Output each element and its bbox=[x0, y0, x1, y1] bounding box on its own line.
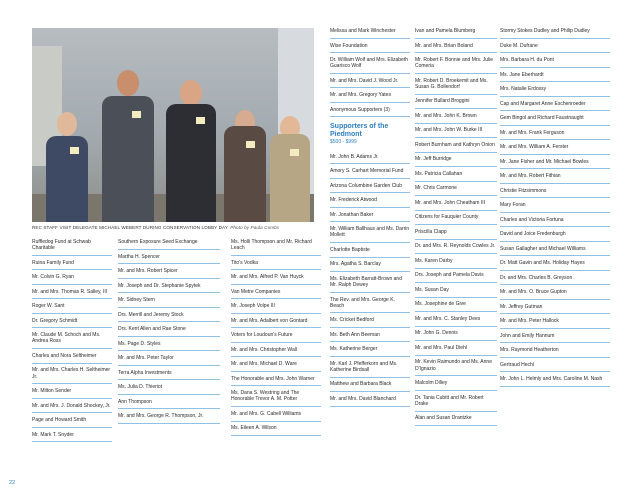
photo-credit: Photo by Paula Combs bbox=[230, 225, 280, 230]
donor-entry: David and Joice Fredenburgh bbox=[500, 231, 610, 242]
donor-entry: Mr. Jeff Burridge bbox=[415, 156, 497, 167]
donor-entry: Wise Foundation bbox=[330, 43, 410, 54]
donor-entry: Gem Bingol and Richard Faustnaught bbox=[500, 115, 610, 126]
donor-entry: Mr. Kevin Raimundo and Ms. Anne D'Ignazio bbox=[415, 359, 497, 376]
donor-entry: Ms. Beth Ann Beeman bbox=[330, 332, 410, 343]
donor-entry: Mr. and Mrs. Brian Boland bbox=[415, 43, 497, 54]
donor-entry: Drs. Merrill and Jeremy Stock bbox=[118, 312, 220, 323]
donor-entry: Terra Alpha Investments bbox=[118, 370, 220, 381]
donor-entry: Ms. Cricket Bedford bbox=[330, 317, 410, 328]
donor-entry: Ms. Susan Day bbox=[415, 287, 497, 298]
donor-entry: Mr. John B. Adams Jr. bbox=[330, 154, 410, 165]
donor-entry: Melissa and Mark Winchester bbox=[330, 28, 410, 39]
donor-entry: Mr. Jeffrey Gutman bbox=[500, 304, 610, 315]
person-2 bbox=[102, 50, 154, 222]
donor-list-4-top bbox=[330, 28, 410, 117]
person-1 bbox=[46, 72, 88, 222]
donor-entry: Charles and Nora Seltheimer bbox=[32, 353, 112, 364]
donor-entry: Dr. Matt Gavin and Ms. Holiday Hayes bbox=[500, 260, 610, 271]
donor-entry: Stormy Stokes Dudley and Philip Dudley bbox=[500, 28, 610, 39]
section-range: $500 - $999 bbox=[330, 139, 357, 146]
donor-entry: Mr. Colvin G. Ryan bbox=[32, 274, 112, 285]
caption-text: REC STAFF VISIT DELEGATE MICHAEL WEBERT DURING CONSERVATION LOBBY DAY. bbox=[32, 225, 229, 230]
donor-entry: Mr. and Mrs. Gregory Yates bbox=[330, 92, 410, 103]
donor-entry: Mr. Jonathan Baker bbox=[330, 212, 410, 223]
donor-entry: Citizens for Fauquier County bbox=[415, 214, 497, 225]
donor-entry: John and Emily Hannum bbox=[500, 333, 610, 344]
donor-entry: Mr. and Mrs. Charles H. Seltheimer Jr. bbox=[32, 367, 112, 384]
page-number: 22 bbox=[9, 480, 16, 486]
donor-entry: Mr. Chris Carmone bbox=[415, 185, 497, 196]
donor-entry: Duke M. Dufrane bbox=[500, 43, 610, 54]
donor-entry: Priscilla Clapp bbox=[415, 229, 497, 240]
donor-entry: Mr. Robert F. Bonnie and Mrs. Julie Comeria bbox=[415, 57, 497, 74]
donor-entry: Mr. John G. Dennis bbox=[415, 330, 497, 341]
donor-entry: Dr. William Wolf and Mrs. Elizabeth Guarisco Wolf bbox=[330, 57, 410, 74]
group-photo bbox=[32, 28, 314, 222]
donor-entry: Mr. and Mrs. William A. Ferster bbox=[500, 144, 610, 155]
donor-entry: Mr. and Mrs. G. Cabell Williams bbox=[231, 411, 321, 422]
donor-entry: Mr. and Mrs. J. Donald Shockey, Jr. bbox=[32, 403, 112, 414]
donor-entry: The Rev. and Mrs. George K. Beach bbox=[330, 297, 410, 314]
donor-entry: Ms. Eileen A. Wilson bbox=[231, 425, 321, 436]
donor-entry: Mr. Sidney Stern bbox=[118, 297, 220, 308]
donor-entry: Mr. Milton Sender bbox=[32, 388, 112, 399]
donor-entry: Tito's Vodka bbox=[231, 260, 321, 271]
donor-entry: Ms. Page D. Styles bbox=[118, 341, 220, 352]
donor-entry: Cap and Margaret Anne Eschenroeder bbox=[500, 101, 610, 112]
donor-entry: Mr. John L. Helmly and Mrs. Caroline M. Nash bbox=[500, 376, 610, 387]
donor-entry: Ms. Holli Thompson and Mr. Richard Leach bbox=[231, 239, 321, 256]
donor-column-1 bbox=[32, 239, 112, 446]
donor-list-4-bottom bbox=[330, 154, 410, 407]
donor-column-6 bbox=[500, 28, 610, 391]
donor-entry: Mr. and Mrs. Michael D. Ware bbox=[231, 361, 321, 372]
donor-entry: Mr. and Mrs. Robert Fithian bbox=[500, 173, 610, 184]
donor-entry: Charlotte Baptiste bbox=[330, 247, 410, 258]
donor-entry: Mr. and Mrs. John W. Burke III bbox=[415, 127, 497, 138]
donor-entry: The Honorable and Mrs. John Warner bbox=[231, 376, 321, 387]
donor-column-3 bbox=[231, 239, 321, 440]
donor-entry: Mr. and Mrs. Thomas R. Salley, III bbox=[32, 289, 112, 300]
donor-entry: Susan Gallagher and Michael Williams bbox=[500, 246, 610, 257]
donor-entry: Mr. and Mrs. Adalbert von Gontard bbox=[231, 318, 321, 329]
donor-entry: Mrs. Barbara H. du Pont bbox=[500, 57, 610, 68]
donor-entry: Amory S. Carhart Memorial Fund bbox=[330, 168, 410, 179]
donor-entry: Mr. and Mrs. C. Stanley Dees bbox=[415, 316, 497, 327]
donor-entry: Van Metre Companies bbox=[231, 289, 321, 300]
donor-entry: Dr. and Mrs. R. Reynolds Cowles Jr. bbox=[415, 243, 497, 254]
donor-entry: Alan and Susan Drantzke bbox=[415, 415, 497, 426]
donor-entry: Drs. Joseph and Pamela Davis bbox=[415, 272, 497, 283]
donor-entry: Ruina Family Fund bbox=[32, 260, 112, 271]
donor-entry: Mr. Frederick Atwood bbox=[330, 197, 410, 208]
donor-entry: Anonymous Supporters (3) bbox=[330, 107, 410, 118]
donor-entry: Matthew and Barbara Black bbox=[330, 381, 410, 392]
donor-entry: Roger W. Sant bbox=[32, 303, 112, 314]
donor-entry: Dr. Tania Cubitt and Mr. Robert Drake bbox=[415, 395, 497, 412]
donor-entry: Mr. and Mrs. David Blanchard bbox=[330, 396, 410, 407]
donor-entry: Mr. Jane Fisher and Mr. Michael Bowles bbox=[500, 159, 610, 170]
donor-entry: Ms. Elizabeth Barratt-Brown and Mr. Ralph Dewey bbox=[330, 276, 410, 293]
donor-entry: Mrs. Agatha S. Barclay bbox=[330, 261, 410, 272]
donor-entry: Mr. and Mrs. George R. Thompson, Jr. bbox=[118, 413, 220, 424]
donor-column-4 bbox=[330, 28, 410, 410]
donor-entry: Arizona Columbine Garden Club bbox=[330, 183, 410, 194]
donor-entry: Mr. Mark T. Snyder bbox=[32, 432, 112, 443]
donor-entry: Ann Thompson bbox=[118, 399, 220, 410]
donor-entry: Mr. and Mrs. Christopher Wall bbox=[231, 347, 321, 358]
donor-entry: Ms. Josephine de Give bbox=[415, 301, 497, 312]
donor-entry: Mrs. Raymond Heatherton bbox=[500, 347, 610, 358]
section-heading: Supporters of the Piedmont bbox=[330, 123, 389, 139]
donor-entry: Mr. Joseph and Dr. Stephanie Spytek bbox=[118, 283, 220, 294]
donor-entry: Mr. and Mrs. O. Bruce Gupton bbox=[500, 289, 610, 300]
donor-entry: Mr. Claude M. Schoch and Ms. Andrea Ross bbox=[32, 332, 112, 349]
donor-entry: Drs. Kent Allen and Rae Stone bbox=[118, 326, 220, 337]
donor-entry: Page and Howard Smith bbox=[32, 417, 112, 428]
donor-entry: Robert Burnham and Kathryn Onion bbox=[415, 142, 497, 153]
donor-entry: Ms. Katherine Berger bbox=[330, 346, 410, 357]
donor-entry: Mr. and Mrs. Robert Spicer bbox=[118, 268, 220, 279]
donor-entry: Ms. Jane Eberhardt bbox=[500, 72, 610, 83]
donor-entry: Mr. and Mrs. John Cheatham III bbox=[415, 200, 497, 211]
donor-entry: Mr. and Mrs. Alfred P. Van Huyck bbox=[231, 274, 321, 285]
person-4 bbox=[224, 72, 266, 222]
donor-entry: Mary Foran bbox=[500, 202, 610, 213]
donor-entry: Dr. Gregory Schmidt bbox=[32, 318, 112, 329]
person-5 bbox=[270, 82, 310, 222]
donor-entry: Charles and Victoria Fortuna bbox=[500, 217, 610, 228]
donor-entry: Christie Fitzsimmons bbox=[500, 188, 610, 199]
donor-entry: Southern Exposure Seed Exchange bbox=[118, 239, 220, 250]
donor-entry: Ruffledog Fund at Schwab Charitable bbox=[32, 239, 112, 256]
donor-entry: Mr. and Mrs. David J. Wood Jr. bbox=[330, 78, 410, 89]
donor-entry: Ms. Julia D. Thieriot bbox=[118, 384, 220, 395]
donor-entry: Malcolm Dilley bbox=[415, 380, 497, 391]
donor-entry: Mr. and Mrs. Peter Hallock bbox=[500, 318, 610, 329]
donor-entry: Martha H. Spencer bbox=[118, 254, 220, 265]
donor-entry: Mr. and Mrs. Frank Ferguson bbox=[500, 130, 610, 141]
donor-entry: Gertraud Hechl bbox=[500, 362, 610, 373]
donor-entry: Mr. William Ballhaus and Ms. Darrin Mollett bbox=[330, 226, 410, 243]
photo-caption bbox=[32, 225, 279, 230]
person-3 bbox=[166, 56, 216, 222]
donor-entry: Mr. and Mrs. Paul Diehl bbox=[415, 345, 497, 356]
donor-entry: Mr. Robert D. Broekemit and Ms. Susan G. Bollendorf bbox=[415, 78, 497, 95]
donor-column-5 bbox=[415, 28, 497, 430]
donor-entry: Mr. and Mrs. John K. Brown bbox=[415, 113, 497, 124]
donor-entry: Mrs. Natalie Erdossy bbox=[500, 86, 610, 97]
donor-entry: Mr. Joseph Volpe III bbox=[231, 303, 321, 314]
donor-entry: Voters for Loudoun's Future bbox=[231, 332, 321, 343]
donor-column-2 bbox=[118, 239, 220, 428]
donor-entry: Ms. Karen Darby bbox=[415, 258, 497, 269]
donor-entry: Mr. and Mrs. Peter Taylor bbox=[118, 355, 220, 366]
donor-entry: Mr. Karl J. Pfefferkorn and Ms. Katherine Birdsall bbox=[330, 361, 410, 378]
donor-entry: Dr. and Mrs. Charles B. Greyson bbox=[500, 275, 610, 286]
donor-entry: Ivan and Pamela Blumberg bbox=[415, 28, 497, 39]
donor-entry: Ms. Patricia Callahan bbox=[415, 171, 497, 182]
donor-entry: Jennifer Bullard Broggini bbox=[415, 98, 497, 109]
donor-entry: Ms. Dana S. Westring and The Honorable Trevor A. M. Potter bbox=[231, 390, 321, 407]
